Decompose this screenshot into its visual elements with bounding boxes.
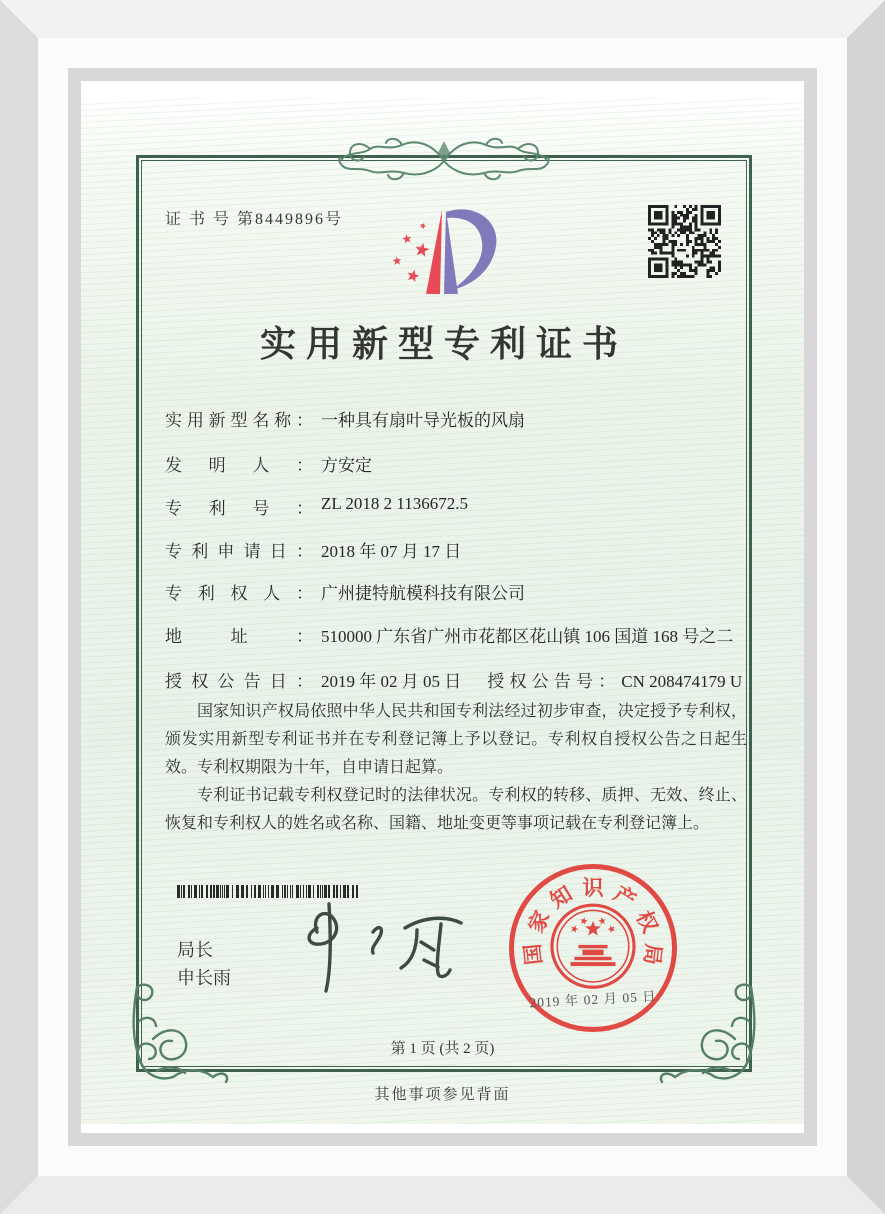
seal-date: 2019 年 02 月 05 日 (529, 988, 658, 1011)
field-value: 2018 年 07 月 17 日 (321, 542, 462, 561)
page-indicator: 第 1 页 (共 2 页) (390, 1041, 495, 1057)
certificate-paper (81, 98, 804, 1124)
officer-block (177, 936, 231, 992)
field-label: 专利号： (165, 499, 313, 518)
national-emblem-icon (548, 901, 638, 991)
field-row-name (165, 406, 744, 430)
field-label: 地址： (165, 627, 313, 646)
field-row-grant (165, 667, 744, 691)
field-row-inventor (165, 451, 744, 475)
field-value: CN 208474179 U (621, 672, 743, 691)
field-row-patentee (165, 579, 744, 603)
certificate-title: 实用新型专利证书 (259, 324, 628, 364)
handwritten-signature-icon (281, 898, 471, 993)
field-value: 510000 广东省广州市花都区花山镇 106 国道 168 号之二 (321, 627, 734, 646)
field-label: 实用新型名称： (165, 411, 313, 430)
field-value: 一种具有扇叶导光板的风扇 (321, 411, 525, 430)
paragraph: 专利证书记载专利权登记时的法律状况。专利权的转移、质押、无效、终止、恢复和专利权人的姓名或名称、国籍、地址变更等事项记载在专利登记簿上。 (165, 787, 747, 832)
emblem-stars (571, 917, 615, 936)
field-value: 方安定 (321, 456, 372, 475)
corner-flourish-icon (127, 977, 233, 1083)
barcode-icon (177, 885, 360, 898)
field-row-patent-number (165, 494, 744, 518)
legal-paragraphs (165, 698, 747, 838)
field-label: 专利权人： (165, 584, 313, 603)
officer-title: 局长 (177, 940, 213, 960)
back-note: 其他事项参见背面 (374, 1087, 511, 1103)
cnipa-logo (380, 198, 512, 304)
field-value: ZL 2018 2 1136672.5 (321, 494, 469, 513)
field-row-filing-date (165, 537, 744, 561)
certificate-number: 证 书 号 第8449896号 (165, 211, 344, 228)
logo-stars (393, 223, 430, 282)
officer-name: 申长雨 (177, 968, 231, 988)
field-value: 2019 年 02 月 05 日 (321, 672, 462, 691)
field-label: 授权公告号： (487, 672, 616, 691)
field-value: 广州捷特航模科技有限公司 (321, 584, 525, 603)
paragraph: 国家知识产权局依照中华人民共和国专利法经过初步审查，决定授予专利权，颁发实用新型专利证书并在专利登记簿上予以登记。专利权自授权公告之日起生效。专利权期限为十年，自申请日起算。 (165, 703, 747, 776)
top-dragon-ornament-icon (334, 131, 554, 185)
field-label: 发明人： (165, 456, 313, 475)
qr-code-icon (648, 205, 721, 278)
field-label: 授权公告日： (165, 672, 313, 691)
field-label: 专利申请日： (165, 542, 313, 561)
field-row-address (165, 622, 744, 646)
official-red-seal: 国 家 知 识 产 权 局 2019 年 02 月 05 日 (509, 864, 677, 1032)
